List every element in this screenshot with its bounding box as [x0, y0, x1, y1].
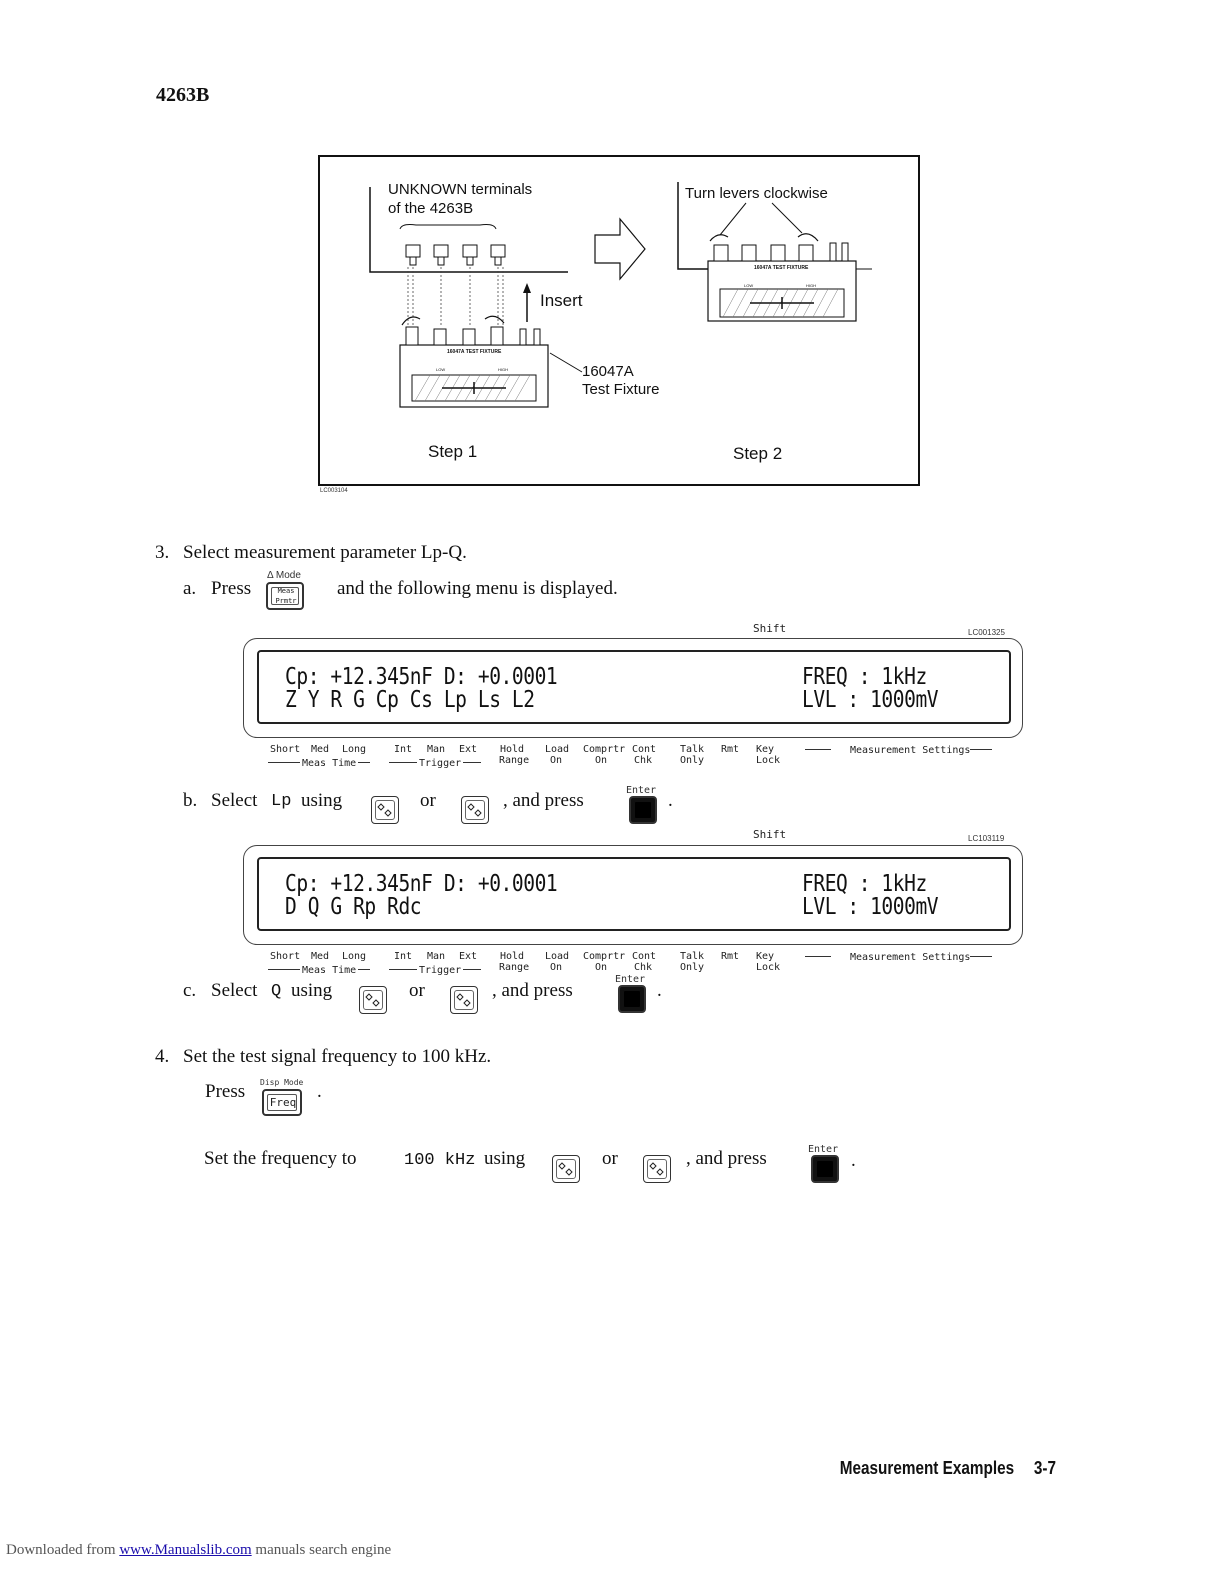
step4-using-text: using	[484, 1148, 526, 1169]
softkey-cont-2[interactable]: Cont	[632, 951, 657, 962]
step3b-using-text: using	[301, 790, 343, 811]
lcd-screen-2	[257, 857, 1011, 931]
softkey-trigger: Trigger	[419, 758, 462, 769]
softkey-rmt-2[interactable]: Rmt	[721, 951, 740, 962]
softkey-key-2[interactable]: Key	[756, 951, 775, 962]
step-down-key-2[interactable]	[359, 986, 387, 1014]
step4-and-press-text: , and press	[686, 1148, 767, 1169]
high-terminal-label-step2: HIGH	[806, 283, 816, 288]
softkey-trigger-2: Trigger	[419, 965, 462, 976]
softkey-chk-2: Chk	[634, 962, 653, 973]
low-terminal-label-step2: LOW	[744, 283, 754, 288]
softkey-comprtr-on: On	[595, 755, 608, 766]
shift-label-2: Shift	[753, 828, 787, 841]
shift-label: Shift	[753, 622, 787, 635]
fixture-plate-label-step2: 16047A TEST FIXTURE	[754, 265, 809, 271]
softkey-talk-2[interactable]: Talk	[680, 951, 705, 962]
step4-period: .	[851, 1150, 856, 1171]
softkey-talk[interactable]: Talk	[680, 744, 705, 755]
step-down-key-3[interactable]	[552, 1155, 580, 1183]
disp-mode-label: Disp Mode	[260, 1078, 304, 1087]
meas-prmtr-key-label1: Meas	[277, 587, 295, 595]
lcd2-line1-left: Cp: +12.345nF D: +0.0001	[285, 871, 558, 897]
lcd-display-1	[243, 638, 1023, 738]
step-up-key-3[interactable]	[643, 1155, 671, 1183]
manualslib-link[interactable]: www.Manualslib.com	[119, 1542, 252, 1558]
step4-code-100khz: 100 kHz	[404, 1151, 476, 1170]
step-up-key-2[interactable]	[450, 986, 478, 1014]
softkey-meas-time: Meas Time	[302, 758, 357, 769]
softkey-comprtr-on-2: On	[595, 962, 608, 973]
softkey-ext[interactable]: Ext	[459, 744, 478, 755]
step3a-press-text: Press	[211, 578, 252, 599]
softkey-measurement-settings-2: Measurement Settings	[850, 952, 971, 963]
lcd1-line1-right: FREQ : 1kHz	[802, 664, 927, 690]
softkey-only: Only	[680, 755, 705, 766]
step3b-and-press-text: , and press	[503, 790, 584, 811]
display1-id: LC001325	[968, 628, 1005, 637]
lcd1-line2-left: Z Y R G Cp Cs Lp Ls L2	[285, 687, 535, 713]
lcd-display-2	[243, 845, 1023, 945]
step3b-code-lp: Lp	[271, 792, 292, 811]
step-up-key[interactable]	[461, 796, 489, 824]
softkey-range: Range	[499, 755, 530, 766]
step4-text: Set the test signal frequency to 100 kHz.	[183, 1046, 492, 1067]
step4-number: 4.	[155, 1046, 170, 1067]
lcd2-line1-right: FREQ : 1kHz	[802, 871, 927, 897]
fixture-name-label: 16047A	[582, 363, 634, 380]
document-model-header: 4263B	[156, 84, 210, 106]
step3c-select-text: Select	[211, 980, 258, 1001]
lcd-screen-1	[257, 650, 1011, 724]
step3-number: 3.	[155, 542, 170, 563]
footer-section-title: Measurement Examples	[839, 1458, 1014, 1478]
softkey-hold-2[interactable]: Hold	[500, 951, 525, 962]
step3a-after-text: and the following menu is displayed.	[337, 578, 618, 599]
step-down-icon-3	[557, 1160, 575, 1178]
lcd2-line2-right: LVL : 1000mV	[802, 894, 939, 920]
softkey-lock: Lock	[756, 755, 781, 766]
figure-id: LC003104	[320, 488, 348, 494]
softkey-load-on-2: On	[550, 962, 563, 973]
test-fixture-figure	[318, 155, 920, 486]
high-terminal-label: HIGH	[498, 367, 508, 372]
softkey-med-2[interactable]: Med	[311, 951, 330, 962]
fixture-type-label: Test Fixture	[582, 381, 660, 398]
lcd2-line2-left: D Q G Rp Rdc	[285, 894, 422, 920]
softkey-long-2[interactable]: Long	[342, 951, 367, 962]
freq-key[interactable]	[262, 1089, 302, 1116]
step1-label: Step 1	[428, 442, 478, 461]
enter-key-2[interactable]	[618, 985, 646, 1013]
step3-text: Select measurement parameter Lp-Q.	[183, 542, 467, 563]
step3c-and-press-text: , and press	[492, 980, 573, 1001]
softkey-man-2[interactable]: Man	[427, 951, 446, 962]
enter-key-3[interactable]	[811, 1155, 839, 1183]
step-down-icon-2	[364, 991, 382, 1009]
softkey-key[interactable]: Key	[756, 744, 775, 755]
fixture-plate-label: 16047A TEST FIXTURE	[447, 349, 502, 355]
softkey-meas-time-2: Meas Time	[302, 965, 357, 976]
lcd1-line2-right: LVL : 1000mV	[802, 687, 939, 713]
step4-press-period: .	[317, 1081, 322, 1102]
insert-label: Insert	[540, 291, 583, 310]
softkey-load-2[interactable]: Load	[545, 951, 570, 962]
download-note	[6, 1542, 391, 1559]
unknown-terminals-sublabel: of the 4263B	[388, 200, 474, 217]
enter-key[interactable]	[629, 796, 657, 824]
softkey-ext-2[interactable]: Ext	[459, 951, 478, 962]
unknown-terminals-label: UNKNOWN terminals	[388, 181, 533, 198]
turn-levers-label: Turn levers clockwise	[685, 185, 828, 202]
step4-set-text: Set the frequency to	[204, 1148, 357, 1169]
step-up-icon	[466, 801, 484, 819]
step3c-using-text: using	[291, 980, 333, 1001]
step-up-icon-2	[455, 991, 473, 1009]
lcd1-line1-left: Cp: +12.345nF D: +0.0001	[285, 664, 558, 690]
step-up-icon-3	[648, 1160, 666, 1178]
step3b-marker: b.	[183, 790, 198, 811]
step-down-icon	[376, 801, 394, 819]
footer-page-number: 3-7	[1033, 1458, 1056, 1478]
display2-id: LC103119	[968, 834, 1005, 843]
step-down-key[interactable]	[371, 796, 399, 824]
step3c-period: .	[657, 980, 662, 1001]
softkey-hold[interactable]: Hold	[500, 744, 525, 755]
softkey-lock-2: Lock	[756, 962, 781, 973]
download-prefix: Downloaded from	[6, 1542, 116, 1558]
delta-mode-label: Δ Mode	[267, 570, 301, 581]
step3b-or-text: or	[420, 790, 436, 811]
step2-label: Step 2	[733, 444, 783, 463]
softkey-cont[interactable]: Cont	[632, 744, 657, 755]
enter-key-label-2: Enter	[615, 974, 646, 985]
softkey-long[interactable]: Long	[342, 744, 367, 755]
step4-or-text: or	[602, 1148, 618, 1169]
download-suffix: manuals search engine	[255, 1542, 392, 1558]
softkey-short-2[interactable]: Short	[270, 951, 301, 962]
step3c-or-text: or	[409, 980, 425, 1001]
softkey-range-2: Range	[499, 962, 530, 973]
softkey-load[interactable]: Load	[545, 744, 570, 755]
softkey-load-on: On	[550, 755, 563, 766]
softkey-int[interactable]: Int	[394, 744, 413, 755]
softkey-man[interactable]: Man	[427, 744, 446, 755]
meas-prmtr-key-label2: Prmtr	[275, 597, 297, 605]
softkey-comprtr-2[interactable]: Comprtr	[583, 951, 626, 962]
step4-press-text: Press	[205, 1081, 246, 1102]
step3b-period: .	[668, 790, 673, 811]
enter-key-label: Enter	[626, 785, 657, 796]
softkey-measurement-settings: Measurement Settings	[850, 745, 971, 756]
softkey-int-2[interactable]: Int	[394, 951, 413, 962]
softkey-comprtr[interactable]: Comprtr	[583, 744, 626, 755]
softkey-only-2: Only	[680, 962, 705, 973]
step3b-select-text: Select	[211, 790, 258, 811]
step3a-marker: a.	[183, 578, 197, 599]
softkey-chk: Chk	[634, 755, 653, 766]
softkey-short[interactable]: Short	[270, 744, 301, 755]
meas-prmtr-key[interactable]	[266, 582, 304, 610]
freq-key-label: Freq	[269, 1096, 297, 1109]
softkey-med[interactable]: Med	[311, 744, 330, 755]
low-terminal-label: LOW	[436, 367, 446, 372]
step3c-code-q: Q	[271, 982, 282, 1001]
enter-key-label-3: Enter	[808, 1144, 839, 1155]
softkey-rmt[interactable]: Rmt	[721, 744, 740, 755]
step3c-marker: c.	[183, 980, 197, 1001]
